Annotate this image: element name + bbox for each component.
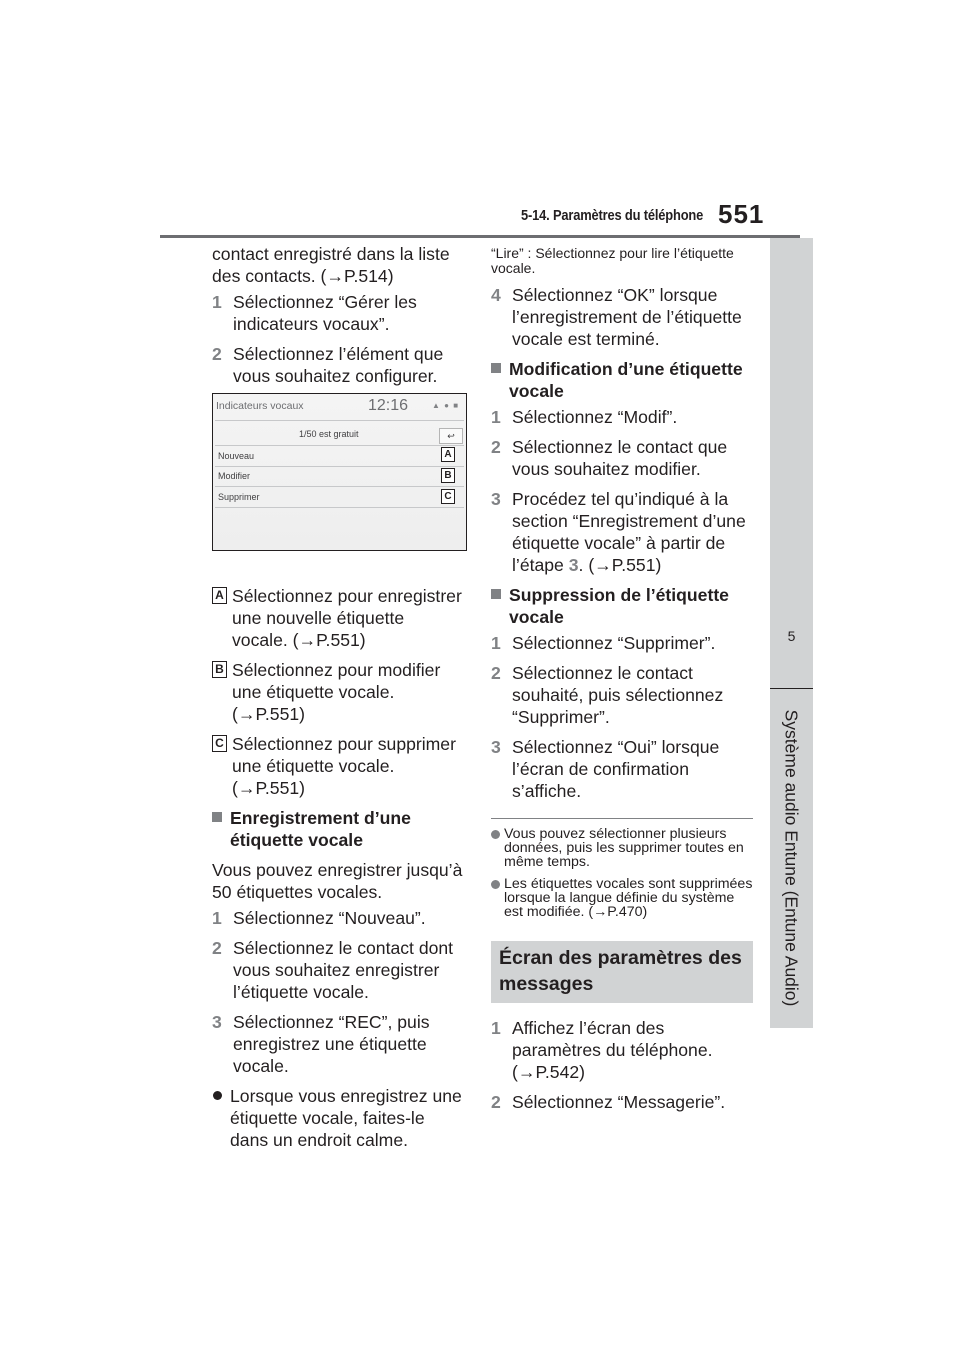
- square-bullet-icon: [212, 812, 222, 822]
- label-c: C: [441, 489, 455, 504]
- intro-note: “Lire” : Sélectionnez pour lire l’étiquette vocale.: [491, 245, 734, 276]
- callout-text: Sélectionnez pour enregistrer une nouvelle étiquette vocale. (→P.551): [232, 586, 462, 650]
- step-number: 1: [491, 633, 501, 653]
- step-number: 2: [212, 938, 222, 958]
- square-bullet-icon: [491, 589, 501, 599]
- step-number: 2: [491, 1092, 501, 1112]
- right-column: [491, 246, 753, 1113]
- step-item: 3 Procédez tel qu’indiqué à la section “Enregistrement d’une étiquette vocale” à partir de l’étape 3. (→P.551): [491, 489, 746, 575]
- square-bullet-icon: [491, 363, 501, 373]
- step-text: Sélectionnez “OK” lorsque l’enregistrement de l’étiquette vocale est terminé.: [512, 285, 742, 349]
- bullet-dot-icon: [213, 1091, 222, 1100]
- step-text: Affichez l’écran des paramètres du téléphone. (→P.542): [512, 1018, 713, 1082]
- section-box-heading: Écran des paramètres des messages: [491, 941, 753, 1003]
- step-number: 1: [212, 292, 222, 312]
- callout-text: Sélectionnez pour supprimer une étiquette vocale. (→P.551): [232, 734, 456, 798]
- menu-item-nouveau[interactable]: Nouveau: [218, 451, 255, 461]
- step-text: Sélectionnez “Nouveau”.: [233, 908, 426, 928]
- note-item: Vous pouvez sélectionner plusieurs données, puis les supprimer toutes en même temps.: [491, 827, 753, 869]
- step-text: Sélectionnez “Modif”.: [512, 407, 678, 427]
- header-rule: [160, 235, 800, 238]
- intro-line: contact enregistré dans la liste: [212, 244, 450, 264]
- menu-item-supprimer[interactable]: Supprimer: [218, 492, 260, 502]
- step-item: [491, 736, 753, 802]
- back-button[interactable]: ↩: [439, 428, 463, 444]
- section-title: 5-14. Paramètres du téléphone: [521, 207, 704, 224]
- left-column: [212, 243, 464, 1151]
- page-reference: (→P.551): [588, 555, 662, 575]
- section-heading: Modification d’une étiquette vocale: [491, 358, 753, 402]
- step-text: Sélectionnez “Supprimer”.: [512, 633, 716, 653]
- status-icons: ▲ ● ■: [432, 401, 460, 410]
- step-text: Sélectionnez “Messagerie”.: [512, 1092, 726, 1112]
- label-a: A: [441, 447, 455, 462]
- step-text: Sélectionnez “Oui” lorsque l’écran de confirmation s’affiche.: [512, 737, 720, 801]
- step-text: Procédez tel qu’indiqué à la section “Enregistrement d’une étiquette vocale” à partir de l’étape: [512, 489, 746, 575]
- screen-divider: [215, 420, 464, 421]
- step-item: [491, 662, 753, 728]
- callout-item: [212, 585, 464, 651]
- step-text: Sélectionnez l’élément que vous souhaitez configurer.: [233, 344, 444, 386]
- note-bullet-icon: [491, 880, 500, 889]
- step-item: [212, 291, 464, 335]
- step-item: [491, 436, 753, 480]
- step-number: 1: [491, 1018, 501, 1038]
- note-bullet-icon: [491, 830, 500, 839]
- callout-text: Sélectionnez pour modifier une étiquette vocale. (→P.551): [232, 660, 441, 724]
- section-intro: Vous pouvez enregistrer jusqu’à 50 étiquettes vocales.: [212, 860, 463, 902]
- step-item: [491, 632, 753, 654]
- step-text: Sélectionnez “REC”, puis enregistrez une étiquette vocale.: [233, 1012, 430, 1076]
- step-text: Sélectionnez le contact que vous souhaitez modifier.: [512, 437, 728, 479]
- step-item: [212, 1011, 464, 1077]
- label-b: B: [441, 468, 455, 483]
- chapter-title: Système audio Entune (Entune Audio): [781, 709, 802, 1007]
- step-item: [491, 284, 753, 350]
- chapter-tab-divider: [770, 688, 813, 689]
- intro-line: des contacts. (→P.514): [212, 266, 394, 286]
- step-number: 2: [212, 344, 222, 364]
- step-number: 1: [212, 908, 222, 928]
- step-number: 4: [491, 285, 501, 305]
- callout-item: [212, 733, 464, 799]
- step-item: [212, 343, 464, 387]
- callout-label: A: [212, 587, 227, 604]
- step-number: 1: [491, 407, 501, 427]
- callout-item: [212, 659, 464, 725]
- screen-status: 1/50 est gratuit: [299, 429, 359, 439]
- step-text: Sélectionnez “Gérer les indicateurs vocaux”.: [233, 292, 417, 334]
- step-item: [491, 1017, 753, 1083]
- page-number: 551: [718, 199, 765, 229]
- step-number: 3: [491, 737, 501, 757]
- note-item: Les étiquettes vocales sont supprimées lorsque la langue définie du système est modifiée. (→P.470): [491, 877, 753, 919]
- menu-item-modifier[interactable]: Modifier: [218, 471, 251, 481]
- section-heading: Enregistrement d’une étiquette vocale: [212, 807, 464, 851]
- screen-title: Indicateurs vocaux: [216, 400, 304, 412]
- callout-label: C: [212, 735, 227, 752]
- step-item: [212, 907, 464, 929]
- step-number: 2: [491, 437, 501, 457]
- section-heading: Suppression de l’étiquette vocale: [491, 584, 753, 628]
- bullet-item: Lorsque vous enregistrez une étiquette vocale, faites-le dans un endroit calme.: [212, 1085, 464, 1151]
- step-item: [491, 406, 753, 428]
- step-reference-number: 3: [568, 555, 579, 575]
- step-text: Sélectionnez le contact dont vous souhaitez enregistrer l’étiquette vocale.: [233, 938, 454, 1002]
- step-number: 2: [491, 663, 501, 683]
- step-number: 3: [491, 489, 501, 509]
- chapter-number: 5: [787, 628, 796, 644]
- voice-tags-screen: [212, 393, 467, 551]
- callout-label: B: [212, 661, 227, 678]
- notes-divider: [491, 818, 753, 819]
- step-item: [491, 1091, 753, 1113]
- screen-clock: 12:16: [368, 397, 409, 414]
- step-number: 3: [212, 1012, 222, 1032]
- step-item: [212, 937, 464, 1003]
- step-text: Sélectionnez le contact souhaité, puis sélectionnez “Supprimer”.: [512, 663, 724, 727]
